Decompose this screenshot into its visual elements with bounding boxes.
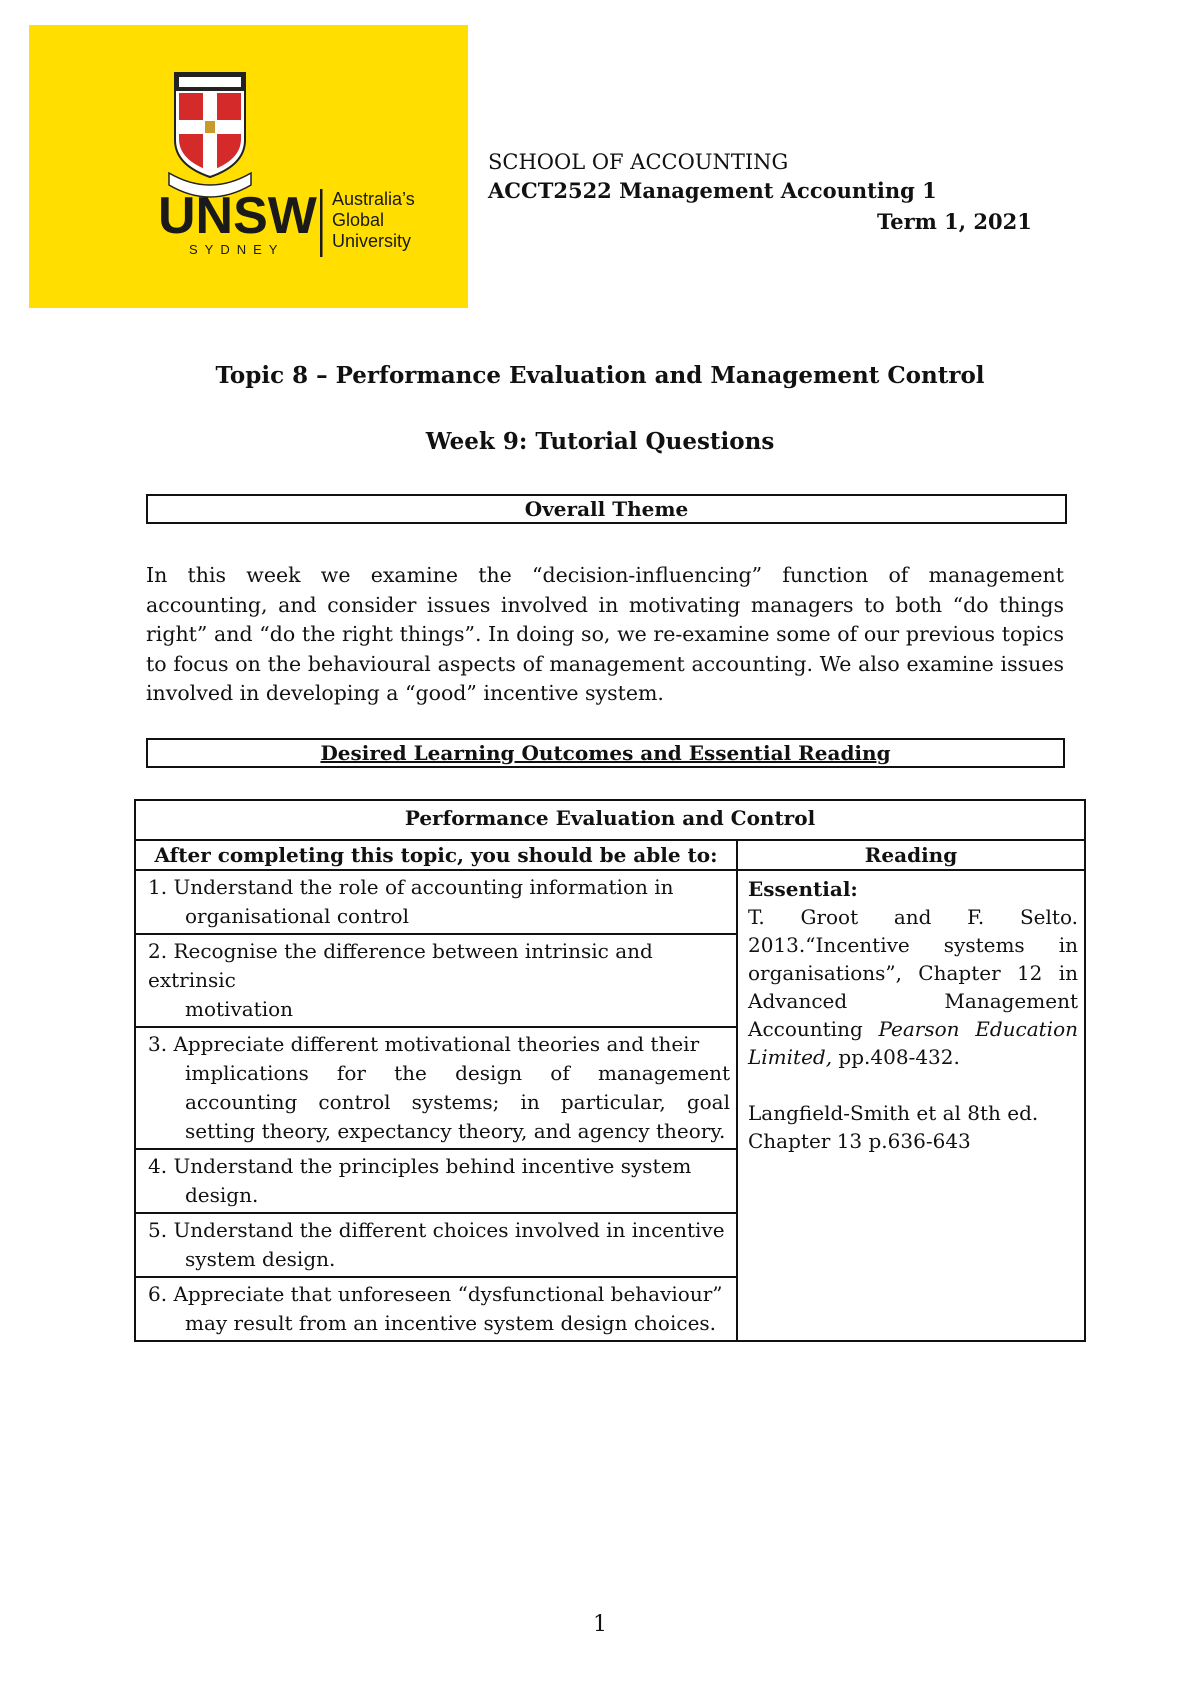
reference-2-line-1: Langfield-Smith et al 8th ed. <box>748 1101 1039 1125</box>
outcome-5 <box>135 1213 737 1277</box>
logo-tagline-2: Global <box>332 210 385 230</box>
outcome-4-text: 4. Understand the principles behind incentive system <box>148 1154 692 1178</box>
reading-reference-2 <box>748 1099 1078 1155</box>
logo-tagline-3: University <box>332 231 412 251</box>
reference-1-pages: pp.408-432. <box>832 1045 960 1069</box>
outcome-1 <box>135 870 737 934</box>
outcome-5-text: 5. Understand the different choices involved in incentive <box>148 1218 725 1242</box>
outcome-2-cont: motivation <box>185 997 294 1021</box>
outcome-2 <box>135 934 737 1027</box>
logo-divider <box>320 189 323 257</box>
logo-wordmark: UNSW <box>158 187 317 245</box>
course-title: ACCT2522 Management Accounting 1 <box>488 178 937 203</box>
learning-outcomes-table <box>134 799 1086 1342</box>
outcome-6 <box>135 1277 737 1341</box>
school-name: SCHOOL OF ACCOUNTING <box>488 150 789 174</box>
outcome-3 <box>135 1027 737 1149</box>
table-title: Performance Evaluation and Control <box>135 800 1085 840</box>
outcome-1-cont: organisational control <box>185 904 409 928</box>
term-label: Term 1, 2021 <box>877 209 1032 234</box>
logo-city: SYDNEY <box>189 242 285 257</box>
outcome-6-cont: may result from an incentive system design choices. <box>185 1311 717 1335</box>
topic-title: Topic 8 – Performance Evaluation and Management Control <box>215 362 985 389</box>
unsw-logo <box>29 25 468 308</box>
reference-2-line-2: Chapter 13 p.636-643 <box>748 1129 971 1153</box>
essential-label: Essential: <box>748 877 858 901</box>
outcome-3-text: 3. Appreciate different motivational theories and their <box>148 1032 700 1056</box>
reference-1-main: T. Groot and F. Selto. 2013.“Incentive systems in organisations”, Chapter 12 in Advanced Management Accounting <box>748 905 1078 1041</box>
outcome-2-text: 2. Recognise the difference between intrinsic and extrinsic <box>148 939 653 992</box>
reading-reference-1 <box>748 903 1078 1071</box>
outcome-4-cont: design. <box>185 1183 259 1207</box>
learning-outcomes-heading: Desired Learning Outcomes and Essential Reading <box>146 738 1065 768</box>
outcome-6-text: 6. Appreciate that unforeseen “dysfunctional behaviour” <box>148 1282 723 1306</box>
outcome-4 <box>135 1149 737 1213</box>
outcome-3-cont: implications for the design of management accounting control systems; in particular, goal setting theory, expectancy theory, and agency theory. <box>185 1061 730 1143</box>
reading-cell <box>737 870 1085 1341</box>
week-title: Week 9: Tutorial Questions <box>425 428 775 455</box>
overall-theme-text: In this week we examine the “decision-influencing” function of management accounting, and consider issues involved in motivating managers to both “do things right” and “do the right things”. In doing so, we re-examine some of our previous topics to focus on the behavioural aspects of management accounting. We also examine issues involved in developing a “good” incentive system. <box>146 563 1064 705</box>
reference-1-publisher: Pearson Education Limited, <box>748 1017 1078 1069</box>
unsw-logo-graphic <box>29 25 468 308</box>
outcome-1-text: 1. Understand the role of accounting information in <box>148 875 674 899</box>
outcomes-column-header: After completing this topic, you should be able to: <box>135 840 737 870</box>
overall-theme-heading: Overall Theme <box>146 494 1067 524</box>
logo-tagline-1: Australia’s <box>332 189 415 209</box>
outcome-5-cont: system design. <box>185 1247 336 1271</box>
page-number: 1 <box>593 1612 607 1637</box>
reading-column-header: Reading <box>737 840 1085 870</box>
crest-icon <box>169 73 251 197</box>
